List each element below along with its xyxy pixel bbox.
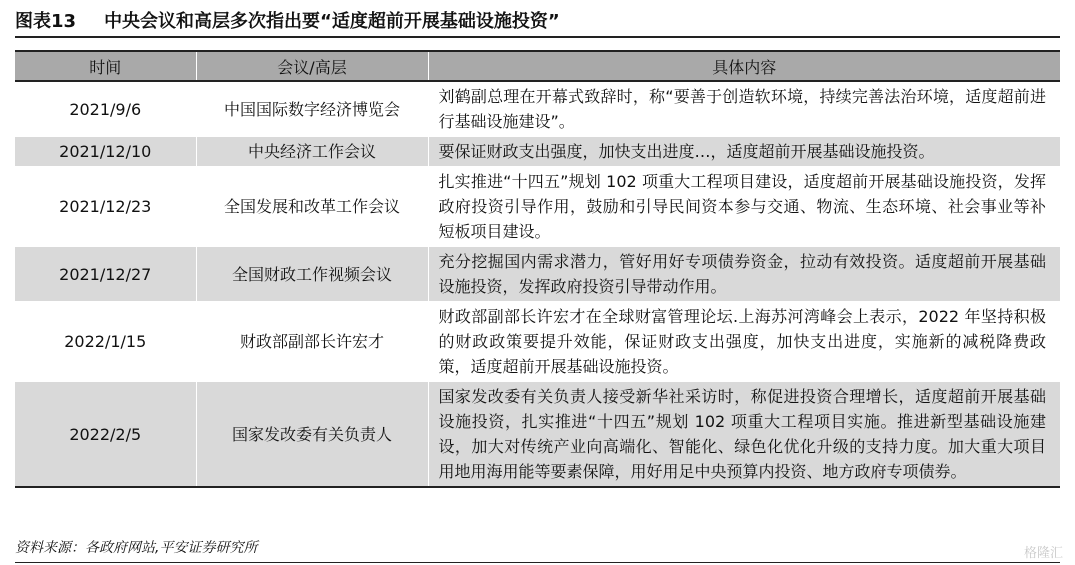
row-content: 国家发改委有关负责人接受新华社采访时，称促进投资合理增长，适度超前开展基础设施投资，扎实推进“十四五”规划 102 项重大工程项目实施。推进新型基础设施建设，加大对传统产业向高端化、智能化、绿色化优化升级的支持力度。加大重大项目用地用海用能等要素保障，用好用足中央预算内投资、地方政府专项债券。 [428,382,1060,488]
policy-table [15,50,1060,488]
table-header-row [15,51,1060,81]
source-note: 资料来源：各政府网站,平安证券研究所 [15,536,1060,563]
row-date: 2021/12/23 [15,167,196,247]
header-meeting: 会议/高层 [196,51,428,81]
table-row [15,167,1060,247]
row-content: 扎实推进“十四五”规划 102 项重大工程项目建设，适度超前开展基础设施投资，发挥政府投资引导作用，鼓励和引导民间资本参与交通、物流、生态环境、社会事业等补短板项目建设。 [428,167,1060,247]
row-meeting: 全国发展和改革工作会议 [196,167,428,247]
row-meeting: 全国财政工作视频会议 [196,247,428,302]
row-meeting: 财政部副部长许宏才 [196,302,428,382]
header-date: 时间 [15,51,196,81]
row-date: 2022/1/15 [15,302,196,382]
row-meeting: 中央经济工作会议 [196,137,428,167]
row-date: 2021/12/27 [15,247,196,302]
row-content: 要保证财政支出强度，加快支出进度…，适度超前开展基础设施投资。 [428,137,1060,167]
row-meeting: 国家发改委有关负责人 [196,382,428,488]
table-row [15,302,1060,382]
table-row [15,247,1060,302]
row-date: 2022/2/5 [15,382,196,488]
header-content: 具体内容 [428,51,1060,81]
figure-number: 图表13 [15,11,77,32]
table-row [15,81,1060,137]
table-row [15,137,1060,167]
row-content: 充分挖掘国内需求潜力，管好用好专项债券资金，拉动有效投资。适度超前开展基础设施投资，发挥政府投资引导带动作用。 [428,247,1060,302]
table-row [15,382,1060,488]
figure-title: 中央会议和高层多次指出要“适度超前开展基础设施投资” [104,11,560,32]
row-date: 2021/9/6 [15,81,196,137]
row-date: 2021/12/10 [15,137,196,167]
row-meeting: 中国国际数字经济博览会 [196,81,428,137]
row-content: 财政部副部长许宏才在全球财富管理论坛.上海苏河湾峰会上表示，2022 年坚持积极的财政政策要提升效能，保证财政支出强度，加快支出进度，实施新的减税降费政策，适度超前开展基础设施投资。 [428,302,1060,382]
figure-title-bar [15,8,1060,38]
row-content: 刘鹤副总理在开幕式致辞时，称“要善于创造软环境，持续完善法治环境，适度超前进行基础设施建设”。 [428,81,1060,137]
watermark-logo: 格隆汇 [1023,546,1063,561]
